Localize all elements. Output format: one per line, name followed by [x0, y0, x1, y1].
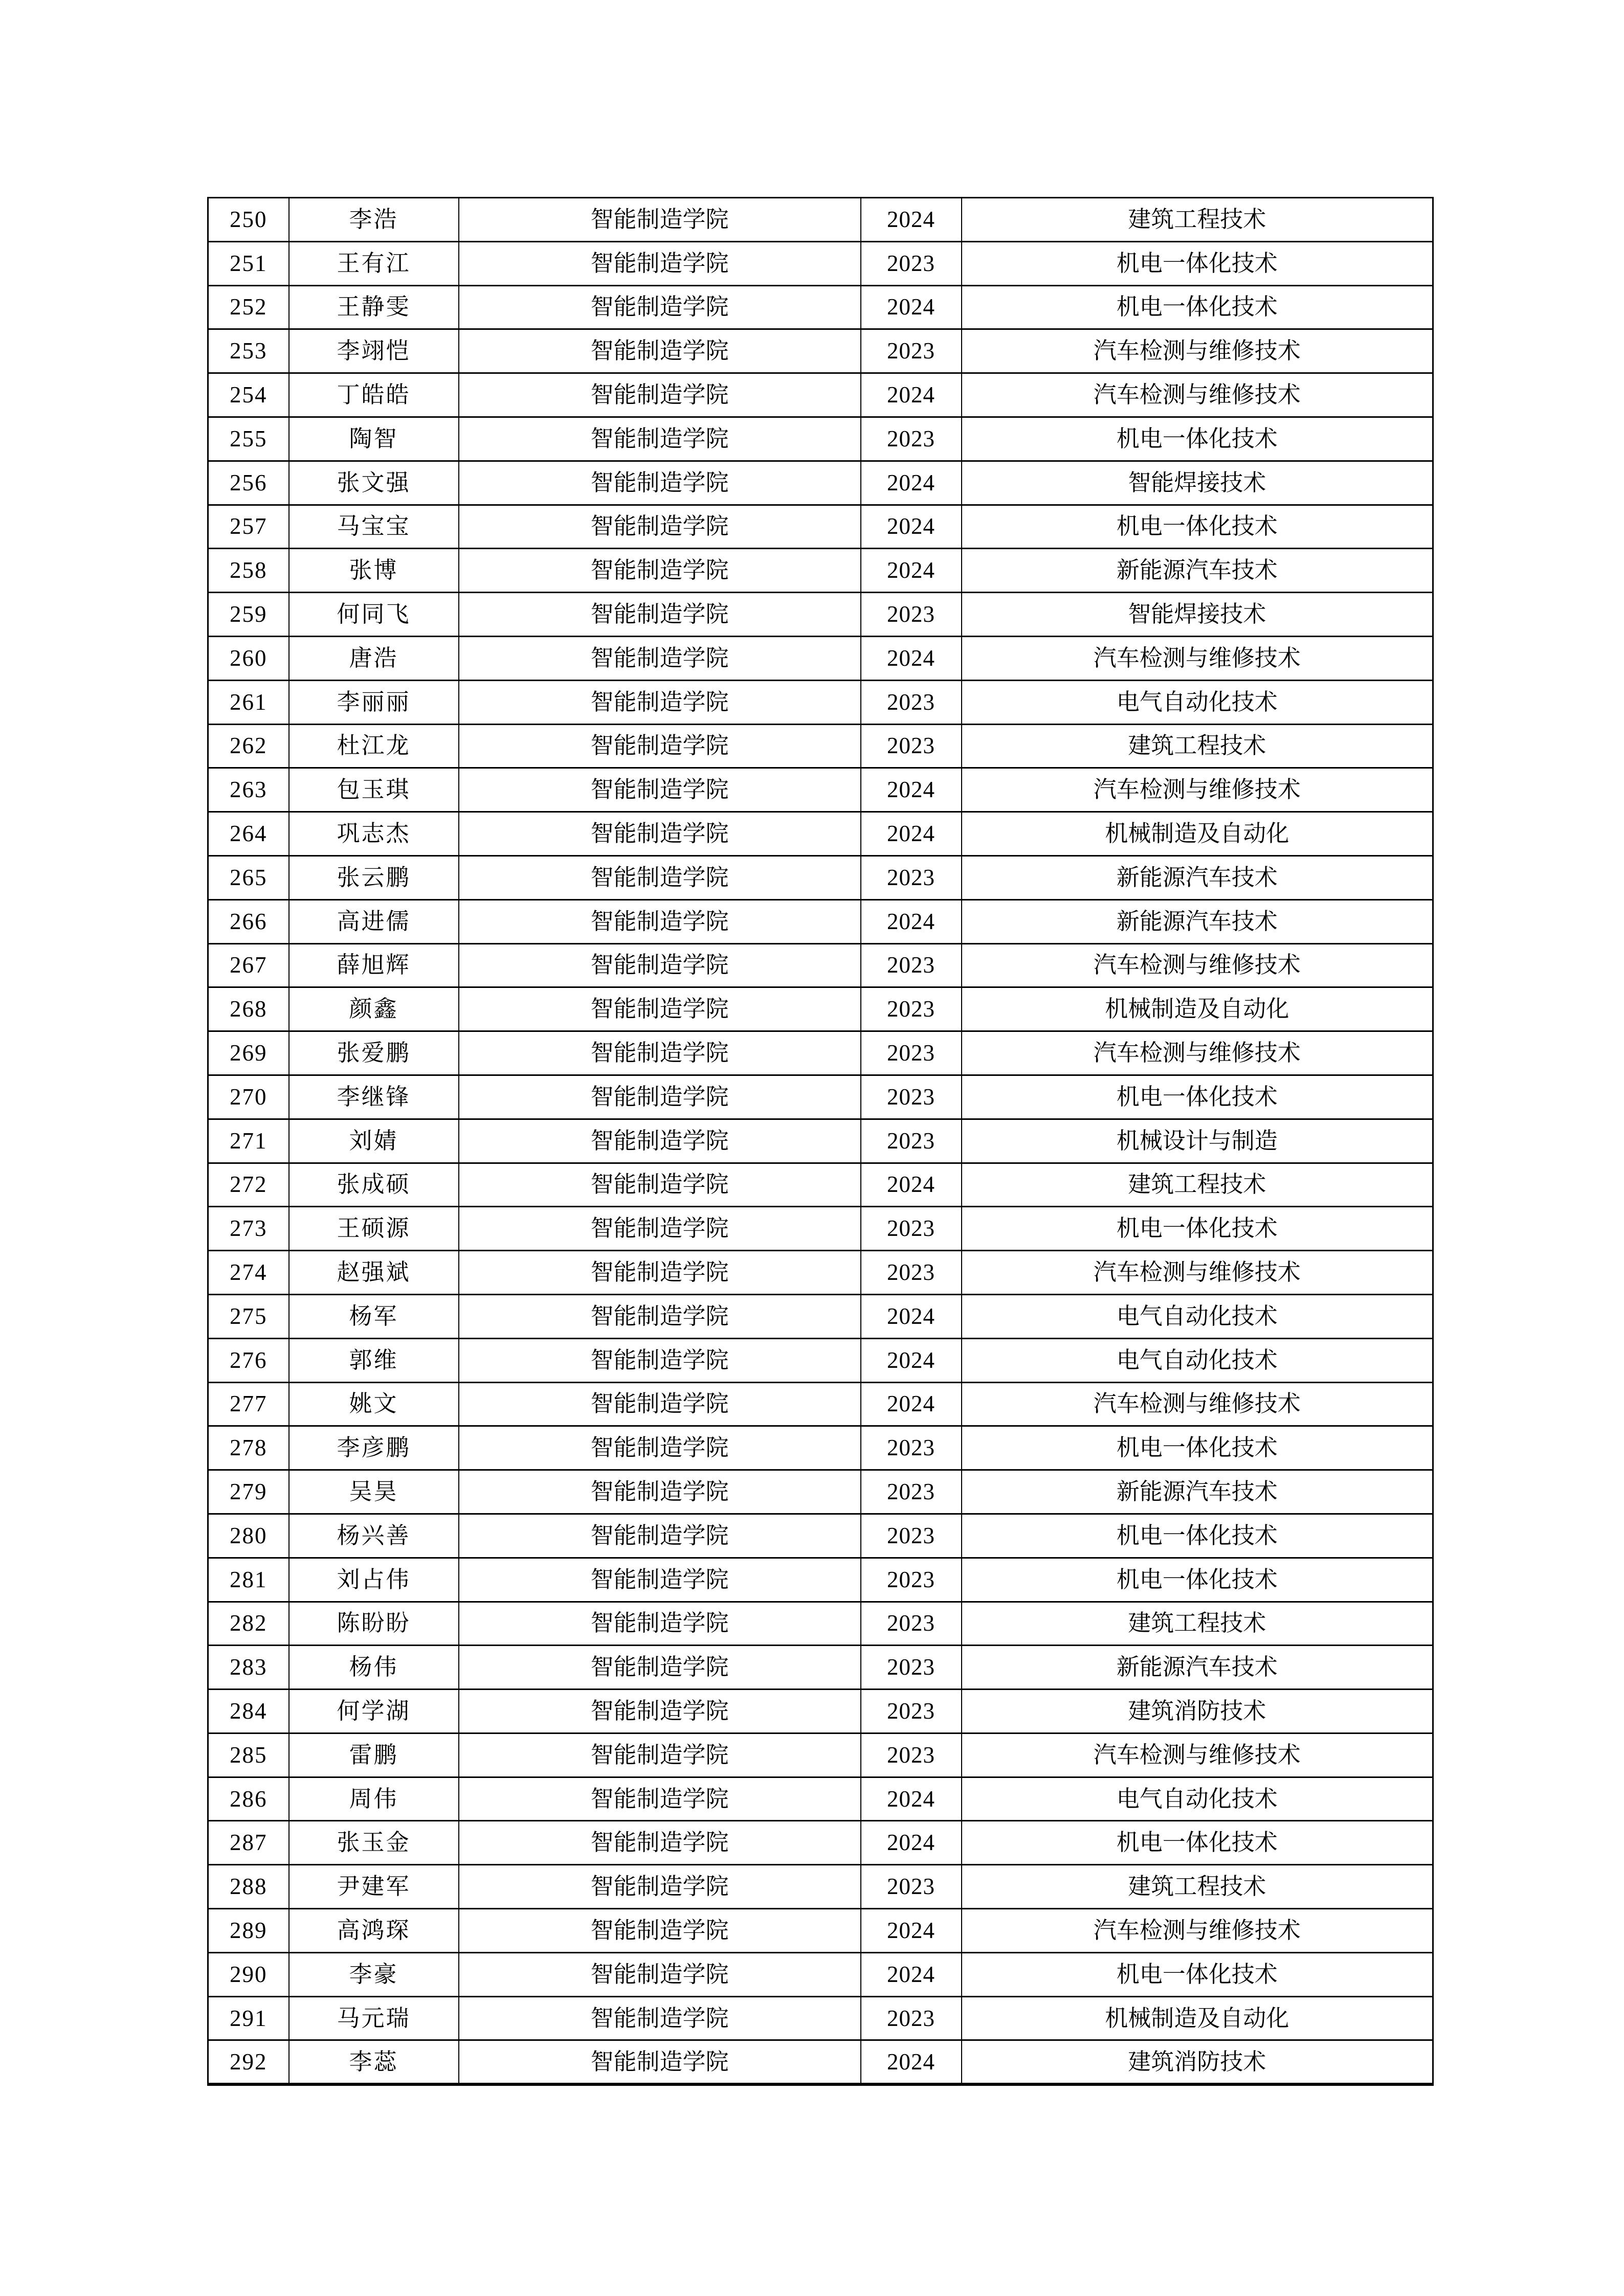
college-cell: 智能制造学院 [459, 593, 861, 637]
row-number-cell: 282 [208, 1602, 289, 1646]
student-name-cell: 张爱鹏 [289, 1031, 459, 1075]
college-cell: 智能制造学院 [459, 1294, 861, 1338]
row-number-cell: 280 [208, 1514, 289, 1558]
college-cell: 智能制造学院 [459, 1031, 861, 1075]
major-cell: 新能源汽车技术 [962, 1470, 1433, 1514]
college-cell: 智能制造学院 [459, 1909, 861, 1953]
year-cell: 2024 [861, 461, 962, 505]
table-row [208, 1119, 1433, 1163]
college-cell: 智能制造学院 [459, 329, 861, 373]
table-row [208, 1690, 1433, 1734]
major-cell: 建筑工程技术 [962, 198, 1433, 242]
student-name-cell: 杨兴善 [289, 1514, 459, 1558]
major-cell: 新能源汽车技术 [962, 549, 1433, 593]
table-row [208, 768, 1433, 812]
year-cell: 2024 [861, 549, 962, 593]
college-cell: 智能制造学院 [459, 1558, 861, 1602]
table-row [208, 2040, 1433, 2084]
table-row [208, 1821, 1433, 1865]
student-name-cell: 唐浩 [289, 636, 459, 680]
student-name-cell: 李翊恺 [289, 329, 459, 373]
table-row [208, 1251, 1433, 1295]
row-number-cell: 252 [208, 285, 289, 329]
table-row [208, 549, 1433, 593]
year-cell: 2024 [861, 768, 962, 812]
table-row [208, 593, 1433, 637]
college-cell: 智能制造学院 [459, 1163, 861, 1207]
row-number-cell: 281 [208, 1558, 289, 1602]
major-cell: 新能源汽车技术 [962, 856, 1433, 899]
college-cell: 智能制造学院 [459, 1602, 861, 1646]
college-cell: 智能制造学院 [459, 943, 861, 987]
major-cell: 机械制造及自动化 [962, 1996, 1433, 2040]
year-cell: 2023 [861, 1646, 962, 1690]
year-cell: 2024 [861, 899, 962, 943]
major-cell: 汽车检测与维修技术 [962, 1251, 1433, 1295]
year-cell: 2023 [861, 1119, 962, 1163]
row-number-cell: 255 [208, 417, 289, 461]
college-cell: 智能制造学院 [459, 1733, 861, 1777]
table-row [208, 1075, 1433, 1119]
student-name-cell: 何学湖 [289, 1690, 459, 1734]
college-cell: 智能制造学院 [459, 899, 861, 943]
row-number-cell: 267 [208, 943, 289, 987]
major-cell: 电气自动化技术 [962, 1294, 1433, 1338]
year-cell: 2024 [861, 1294, 962, 1338]
major-cell: 机电一体化技术 [962, 1207, 1433, 1251]
year-cell: 2023 [861, 1031, 962, 1075]
table-row [208, 1646, 1433, 1690]
row-number-cell: 262 [208, 724, 289, 768]
student-name-cell: 李蕊 [289, 2040, 459, 2084]
college-cell: 智能制造学院 [459, 198, 861, 242]
table-row [208, 1777, 1433, 1821]
college-cell: 智能制造学院 [459, 636, 861, 680]
major-cell: 机械制造及自动化 [962, 987, 1433, 1031]
college-cell: 智能制造学院 [459, 1690, 861, 1734]
student-name-cell: 刘占伟 [289, 1558, 459, 1602]
table-row [208, 373, 1433, 417]
row-number-cell: 286 [208, 1777, 289, 1821]
college-cell: 智能制造学院 [459, 856, 861, 899]
row-number-cell: 289 [208, 1909, 289, 1953]
major-cell: 电气自动化技术 [962, 680, 1433, 724]
table-row [208, 1733, 1433, 1777]
year-cell: 2024 [861, 373, 962, 417]
college-cell: 智能制造学院 [459, 987, 861, 1031]
major-cell: 机电一体化技术 [962, 1514, 1433, 1558]
row-number-cell: 279 [208, 1470, 289, 1514]
row-number-cell: 254 [208, 373, 289, 417]
college-cell: 智能制造学院 [459, 1426, 861, 1470]
row-number-cell: 276 [208, 1338, 289, 1382]
year-cell: 2024 [861, 1777, 962, 1821]
student-name-cell: 杜江龙 [289, 724, 459, 768]
table-row [208, 285, 1433, 329]
student-name-cell: 张云鹏 [289, 856, 459, 899]
college-cell: 智能制造学院 [459, 505, 861, 549]
year-cell: 2023 [861, 1470, 962, 1514]
table-row [208, 329, 1433, 373]
year-cell: 2023 [861, 1075, 962, 1119]
student-name-cell: 陶智 [289, 417, 459, 461]
major-cell: 新能源汽车技术 [962, 1646, 1433, 1690]
student-name-cell: 赵强斌 [289, 1251, 459, 1295]
row-number-cell: 265 [208, 856, 289, 899]
year-cell: 2023 [861, 329, 962, 373]
college-cell: 智能制造学院 [459, 1207, 861, 1251]
year-cell: 2023 [861, 724, 962, 768]
row-number-cell: 271 [208, 1119, 289, 1163]
student-name-cell: 包玉琪 [289, 768, 459, 812]
table-row [208, 198, 1433, 242]
year-cell: 2023 [861, 1733, 962, 1777]
row-number-cell: 290 [208, 1952, 289, 1996]
row-number-cell: 278 [208, 1426, 289, 1470]
year-cell: 2023 [861, 1251, 962, 1295]
row-number-cell: 269 [208, 1031, 289, 1075]
table-row [208, 724, 1433, 768]
college-cell: 智能制造学院 [459, 1514, 861, 1558]
table-row [208, 1865, 1433, 1909]
year-cell: 2024 [861, 2040, 962, 2084]
student-name-cell: 颜鑫 [289, 987, 459, 1031]
student-name-cell: 吴昊 [289, 1470, 459, 1514]
row-number-cell: 292 [208, 2040, 289, 2084]
table-row [208, 899, 1433, 943]
major-cell: 建筑工程技术 [962, 1865, 1433, 1909]
student-name-cell: 李豪 [289, 1952, 459, 1996]
student-name-cell: 杨伟 [289, 1646, 459, 1690]
student-name-cell: 刘婧 [289, 1119, 459, 1163]
year-cell: 2023 [861, 1865, 962, 1909]
college-cell: 智能制造学院 [459, 417, 861, 461]
major-cell: 机电一体化技术 [962, 1558, 1433, 1602]
major-cell: 机械制造及自动化 [962, 812, 1433, 856]
student-name-cell: 尹建军 [289, 1865, 459, 1909]
student-name-cell: 郭维 [289, 1338, 459, 1382]
table-row [208, 1558, 1433, 1602]
table-row [208, 856, 1433, 899]
table-row [208, 1996, 1433, 2040]
college-cell: 智能制造学院 [459, 1646, 861, 1690]
table-row [208, 987, 1433, 1031]
college-cell: 智能制造学院 [459, 1952, 861, 1996]
row-number-cell: 264 [208, 812, 289, 856]
college-cell: 智能制造学院 [459, 461, 861, 505]
college-cell: 智能制造学院 [459, 1119, 861, 1163]
college-cell: 智能制造学院 [459, 1777, 861, 1821]
table-row [208, 1952, 1433, 1996]
table-row [208, 505, 1433, 549]
row-number-cell: 261 [208, 680, 289, 724]
table-row [208, 1382, 1433, 1426]
college-cell: 智能制造学院 [459, 549, 861, 593]
college-cell: 智能制造学院 [459, 285, 861, 329]
year-cell: 2024 [861, 1952, 962, 1996]
major-cell: 汽车检测与维修技术 [962, 373, 1433, 417]
year-cell: 2023 [861, 1690, 962, 1734]
student-name-cell: 高鸿琛 [289, 1909, 459, 1953]
major-cell: 汽车检测与维修技术 [962, 1909, 1433, 1953]
major-cell: 机电一体化技术 [962, 1426, 1433, 1470]
student-name-cell: 李继锋 [289, 1075, 459, 1119]
student-name-cell: 李浩 [289, 198, 459, 242]
college-cell: 智能制造学院 [459, 241, 861, 285]
student-roster-table [207, 197, 1434, 2086]
college-cell: 智能制造学院 [459, 680, 861, 724]
college-cell: 智能制造学院 [459, 724, 861, 768]
row-number-cell: 258 [208, 549, 289, 593]
year-cell: 2024 [861, 636, 962, 680]
student-roster-table-wrap [207, 197, 1434, 2086]
college-cell: 智能制造学院 [459, 1075, 861, 1119]
row-number-cell: 253 [208, 329, 289, 373]
table-row [208, 1163, 1433, 1207]
row-number-cell: 259 [208, 593, 289, 637]
major-cell: 机电一体化技术 [962, 1952, 1433, 1996]
row-number-cell: 288 [208, 1865, 289, 1909]
row-number-cell: 260 [208, 636, 289, 680]
table-row [208, 1294, 1433, 1338]
year-cell: 2023 [861, 1558, 962, 1602]
college-cell: 智能制造学院 [459, 768, 861, 812]
major-cell: 机电一体化技术 [962, 417, 1433, 461]
student-name-cell: 张文强 [289, 461, 459, 505]
major-cell: 智能焊接技术 [962, 461, 1433, 505]
table-row [208, 417, 1433, 461]
table-row [208, 636, 1433, 680]
student-name-cell: 杨军 [289, 1294, 459, 1338]
table-row [208, 1514, 1433, 1558]
row-number-cell: 263 [208, 768, 289, 812]
table-row [208, 943, 1433, 987]
major-cell: 电气自动化技术 [962, 1338, 1433, 1382]
table-row [208, 1207, 1433, 1251]
year-cell: 2024 [861, 1163, 962, 1207]
student-name-cell: 王硕源 [289, 1207, 459, 1251]
year-cell: 2024 [861, 505, 962, 549]
major-cell: 建筑消防技术 [962, 1690, 1433, 1734]
major-cell: 机电一体化技术 [962, 1075, 1433, 1119]
table-row [208, 812, 1433, 856]
year-cell: 2024 [861, 198, 962, 242]
major-cell: 建筑工程技术 [962, 1602, 1433, 1646]
major-cell: 机电一体化技术 [962, 241, 1433, 285]
student-name-cell: 何同飞 [289, 593, 459, 637]
student-name-cell: 巩志杰 [289, 812, 459, 856]
major-cell: 汽车检测与维修技术 [962, 1031, 1433, 1075]
row-number-cell: 273 [208, 1207, 289, 1251]
college-cell: 智能制造学院 [459, 373, 861, 417]
college-cell: 智能制造学院 [459, 812, 861, 856]
year-cell: 2024 [861, 285, 962, 329]
student-name-cell: 薛旭辉 [289, 943, 459, 987]
table-row [208, 1031, 1433, 1075]
college-cell: 智能制造学院 [459, 2040, 861, 2084]
row-number-cell: 250 [208, 198, 289, 242]
year-cell: 2023 [861, 1426, 962, 1470]
year-cell: 2023 [861, 1514, 962, 1558]
table-row [208, 1338, 1433, 1382]
row-number-cell: 270 [208, 1075, 289, 1119]
row-number-cell: 251 [208, 241, 289, 285]
major-cell: 机械设计与制造 [962, 1119, 1433, 1163]
major-cell: 汽车检测与维修技术 [962, 768, 1433, 812]
table-row [208, 1602, 1433, 1646]
table-body [208, 198, 1433, 2084]
major-cell: 汽车检测与维修技术 [962, 329, 1433, 373]
year-cell: 2023 [861, 593, 962, 637]
major-cell: 新能源汽车技术 [962, 899, 1433, 943]
row-number-cell: 274 [208, 1251, 289, 1295]
college-cell: 智能制造学院 [459, 1251, 861, 1295]
student-name-cell: 马宝宝 [289, 505, 459, 549]
year-cell: 2023 [861, 987, 962, 1031]
row-number-cell: 291 [208, 1996, 289, 2040]
row-number-cell: 256 [208, 461, 289, 505]
row-number-cell: 257 [208, 505, 289, 549]
year-cell: 2024 [861, 1821, 962, 1865]
major-cell: 机电一体化技术 [962, 505, 1433, 549]
year-cell: 2024 [861, 1338, 962, 1382]
student-name-cell: 张成硕 [289, 1163, 459, 1207]
table-row [208, 1909, 1433, 1953]
student-name-cell: 李彦鹏 [289, 1426, 459, 1470]
year-cell: 2023 [861, 943, 962, 987]
year-cell: 2024 [861, 1909, 962, 1953]
student-name-cell: 丁皓皓 [289, 373, 459, 417]
student-name-cell: 张博 [289, 549, 459, 593]
major-cell: 机电一体化技术 [962, 285, 1433, 329]
student-name-cell: 高进儒 [289, 899, 459, 943]
year-cell: 2023 [861, 417, 962, 461]
year-cell: 2023 [861, 680, 962, 724]
year-cell: 2023 [861, 241, 962, 285]
row-number-cell: 285 [208, 1733, 289, 1777]
row-number-cell: 275 [208, 1294, 289, 1338]
student-name-cell: 王有江 [289, 241, 459, 285]
row-number-cell: 277 [208, 1382, 289, 1426]
student-name-cell: 周伟 [289, 1777, 459, 1821]
major-cell: 建筑消防技术 [962, 2040, 1433, 2084]
major-cell: 智能焊接技术 [962, 593, 1433, 637]
row-number-cell: 283 [208, 1646, 289, 1690]
table-row [208, 461, 1433, 505]
student-name-cell: 雷鹏 [289, 1733, 459, 1777]
table-row [208, 1426, 1433, 1470]
row-number-cell: 266 [208, 899, 289, 943]
college-cell: 智能制造学院 [459, 1470, 861, 1514]
row-number-cell: 268 [208, 987, 289, 1031]
row-number-cell: 287 [208, 1821, 289, 1865]
major-cell: 电气自动化技术 [962, 1777, 1433, 1821]
row-number-cell: 284 [208, 1690, 289, 1734]
college-cell: 智能制造学院 [459, 1996, 861, 2040]
table-row [208, 1470, 1433, 1514]
major-cell: 汽车检测与维修技术 [962, 943, 1433, 987]
college-cell: 智能制造学院 [459, 1382, 861, 1426]
student-name-cell: 陈盼盼 [289, 1602, 459, 1646]
major-cell: 汽车检测与维修技术 [962, 1733, 1433, 1777]
student-name-cell: 张玉金 [289, 1821, 459, 1865]
student-name-cell: 姚文 [289, 1382, 459, 1426]
student-name-cell: 李丽丽 [289, 680, 459, 724]
student-name-cell: 王静雯 [289, 285, 459, 329]
table-row [208, 680, 1433, 724]
student-name-cell: 马元瑞 [289, 1996, 459, 2040]
year-cell: 2023 [861, 1207, 962, 1251]
major-cell: 汽车检测与维修技术 [962, 1382, 1433, 1426]
college-cell: 智能制造学院 [459, 1821, 861, 1865]
year-cell: 2024 [861, 1382, 962, 1426]
table-row [208, 241, 1433, 285]
year-cell: 2023 [861, 856, 962, 899]
year-cell: 2024 [861, 812, 962, 856]
year-cell: 2023 [861, 1996, 962, 2040]
year-cell: 2023 [861, 1602, 962, 1646]
row-number-cell: 272 [208, 1163, 289, 1207]
college-cell: 智能制造学院 [459, 1865, 861, 1909]
college-cell: 智能制造学院 [459, 1338, 861, 1382]
major-cell: 建筑工程技术 [962, 1163, 1433, 1207]
major-cell: 汽车检测与维修技术 [962, 636, 1433, 680]
major-cell: 建筑工程技术 [962, 724, 1433, 768]
major-cell: 机电一体化技术 [962, 1821, 1433, 1865]
